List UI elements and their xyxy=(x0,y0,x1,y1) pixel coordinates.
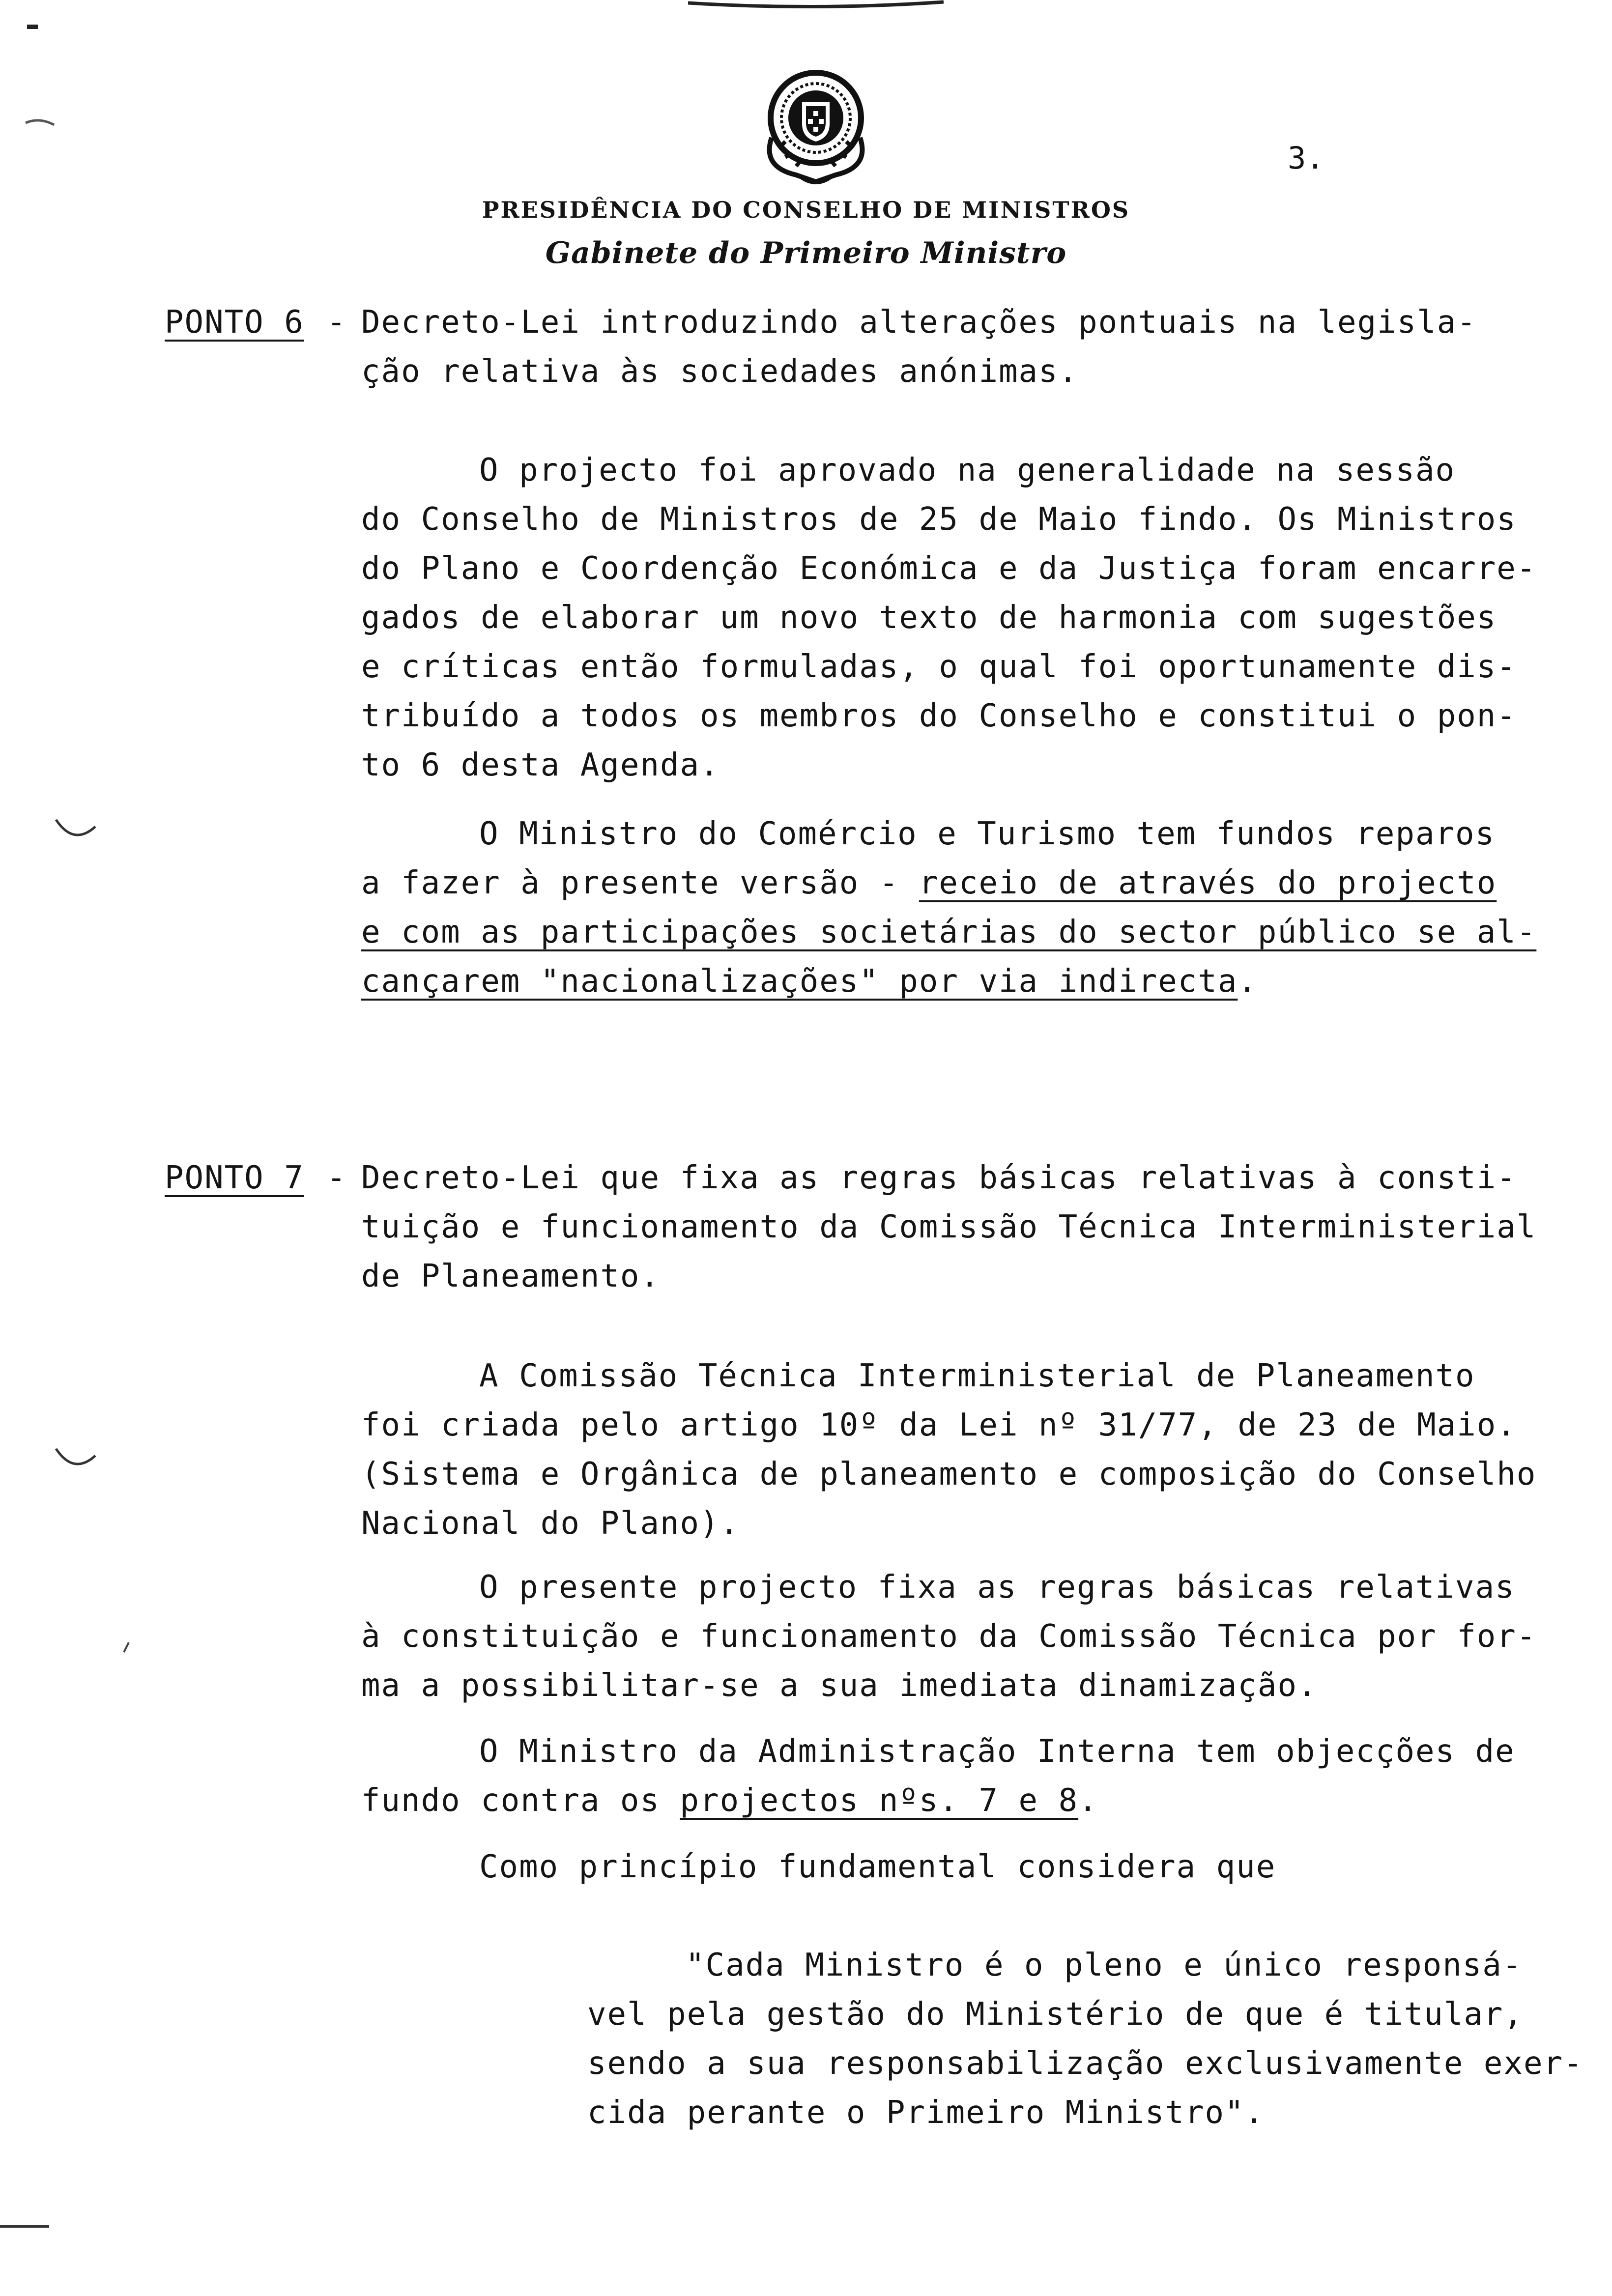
scan-mark-small xyxy=(122,1641,132,1654)
coat-of-arms-icon xyxy=(757,64,875,187)
ponto-6-period: . xyxy=(1238,963,1258,1000)
ponto-6-underlined-line: e com as participações societárias do sector público se al- xyxy=(361,914,1537,950)
ponto-6-dash: - xyxy=(327,304,347,341)
ponto-7-paragraph-line: foi criada pelo artigo 10º da Lei nº 31/77, de 23 de Maio. xyxy=(361,1407,1517,1443)
ponto-6-paragraph-line: O Ministro do Comércio e Turismo tem fundos reparos xyxy=(479,816,1496,852)
ponto-6-paragraph-line: gados de elaborar um novo texto de harmonia com sugestões xyxy=(361,600,1497,636)
ponto-7-paragraph-line: (Sistema e Orgânica de planeamento e composição do Conselho xyxy=(361,1456,1537,1492)
scan-dash-left xyxy=(27,25,38,29)
ponto-6-title-line: ção relativa às sociedades anónimas. xyxy=(361,353,1079,390)
ponto-7-title-line: tuição e funcionamento da Comissão Técnica Interministerial xyxy=(361,1209,1537,1245)
ponto-7-paragraph-line: O Ministro da Administração Interna tem objecções de xyxy=(479,1733,1515,1770)
ponto-7-title-line: Decreto-Lei que fixa as regras básicas relativas à consti- xyxy=(361,1160,1517,1196)
ponto-6-title-line: Decreto-Lei introduzindo alterações pontuais na legisla- xyxy=(361,304,1477,341)
ponto-6-paragraph-line: to 6 desta Agenda. xyxy=(361,747,720,783)
ponto-7-plain-text: fundo contra os xyxy=(361,1782,680,1819)
ponto-6-plain-text: a fazer à presente versão - xyxy=(361,865,919,901)
ponto-7-paragraph-line: Nacional do Plano). xyxy=(361,1505,740,1542)
quote-line: vel pela gestão do Ministério de que é titular, xyxy=(587,1996,1524,2033)
ponto-6-underlined-text: cançarem "nacionalizações" por via indirecta xyxy=(361,963,1238,1000)
quote-line: cida perante o Primeiro Ministro". xyxy=(587,2095,1265,2131)
punch-hole-mark xyxy=(54,816,98,845)
ponto-7-paragraph-line: Como princípio fundamental considera que xyxy=(479,1849,1276,1885)
ponto-6-paragraph-line: tribuído a todos os membros do Conselho e constitui o pon- xyxy=(361,698,1517,734)
ponto-7-dash: - xyxy=(327,1160,347,1196)
scan-mark-left xyxy=(25,113,59,128)
ponto-7-paragraph-line xyxy=(361,1782,1098,1819)
ponto-7-paragraph-line: ma a possibilitar-se a sua imediata dinamização. xyxy=(361,1667,1318,1704)
ponto-6-paragraph-line xyxy=(361,963,1258,1000)
office-subheader: Gabinete do Primeiro Ministro xyxy=(545,236,1067,270)
ponto-6-paragraph-line xyxy=(361,867,1497,899)
ponto-6-label: PONTO 6 xyxy=(165,304,304,341)
quote-line: sendo a sua responsabilização exclusivamente exer- xyxy=(587,2045,1583,2082)
ponto-7-paragraph-line: O presente projecto fixa as regras básicas relativas xyxy=(479,1569,1515,1606)
ponto-7-paragraph-line: à constituição e funcionamento da Comissão Técnica por for- xyxy=(361,1618,1537,1655)
institution-header: PRESIDÊNCIA DO CONSELHO DE MINISTROS xyxy=(482,197,1130,223)
scan-line-bottom xyxy=(0,2225,49,2228)
ponto-7-paragraph-line: A Comissão Técnica Interministerial de Planeamento xyxy=(479,1358,1475,1394)
ponto-6-paragraph-line: e críticas então formuladas, o qual foi oportunamente dis- xyxy=(361,649,1517,685)
ponto-7-label: PONTO 7 xyxy=(165,1160,304,1196)
punch-hole-mark xyxy=(54,1445,98,1474)
ponto-6-paragraph-line: do Conselho de Ministros de 25 de Maio findo. Os Ministros xyxy=(361,501,1517,538)
quote-line: "Cada Ministro é o pleno e único responsá- xyxy=(686,1947,1523,1983)
ponto-6-paragraph-line: do Plano e Coordenção Económica e da Justiça foram encarre- xyxy=(361,550,1537,587)
ponto-6-underlined-text: receio de através do projecto xyxy=(919,865,1497,901)
page-number: 3. xyxy=(1288,140,1324,176)
ponto-6-paragraph-line: O projecto foi aprovado na generalidade na sessão xyxy=(479,452,1456,488)
scan-mark-top xyxy=(688,0,944,15)
ponto-7-title-line: de Planeamento. xyxy=(361,1258,660,1294)
ponto-7-period: . xyxy=(1078,1782,1098,1819)
ponto-7-underlined-text: projectos nºs. 7 e 8 xyxy=(680,1782,1079,1819)
